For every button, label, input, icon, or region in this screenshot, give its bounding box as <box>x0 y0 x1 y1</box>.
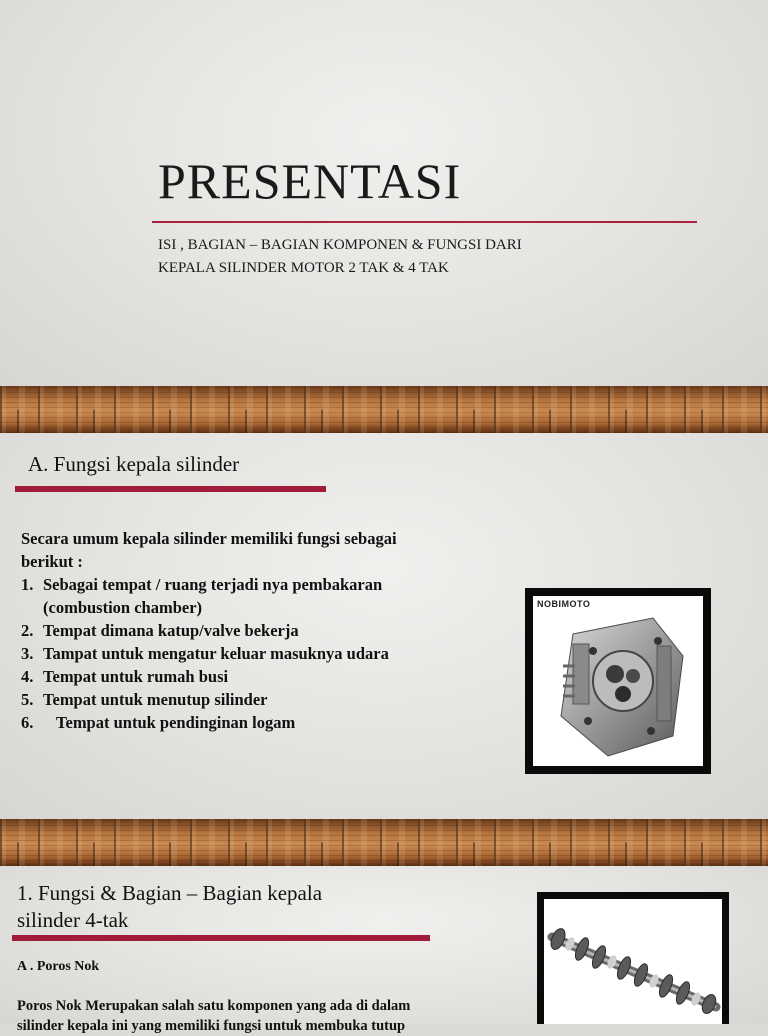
list-item: 6. Tempat untuk pendinginan logam <box>21 713 296 732</box>
camshaft-image-frame <box>537 892 729 1024</box>
function-list <box>21 573 491 734</box>
cylinder-head-image-frame <box>525 588 711 774</box>
list-item-continuation: (combustion chamber) <box>43 598 203 617</box>
intro-line-1: Secara umum kepala silinder memiliki fungsi sebagai <box>21 529 397 548</box>
slide-title <box>0 0 768 386</box>
page-title: PRESENTASI <box>158 153 462 209</box>
list-item: 5. Tempat untuk menutup silinder <box>21 690 268 709</box>
subtitle-line-2: KEPALA SILINDER MOTOR 2 TAK & 4 TAK <box>158 260 449 276</box>
image-brand-label: NOBIMOTO <box>537 599 591 609</box>
subtitle-line-1: ISI , BAGIAN – BAGIAN KOMPONEN & FUNGSI DARI <box>158 237 522 253</box>
function-list-block <box>21 527 491 734</box>
title-divider <box>152 221 697 223</box>
list-item: 1. Sebagai tempat / ruang terjadi nya pembakaran <box>21 575 383 594</box>
section-title: A. Fungsi kepala silinder <box>28 452 240 476</box>
wood-floor-divider <box>0 386 768 433</box>
cylinder-head-photo-icon <box>533 596 703 766</box>
intro-line-2: berikut : <box>21 552 83 571</box>
body-text: Poros Nok Merupakan salah satu komponen yang ada di dalam silinder kepala ini yang memiliki fungsi untuk membuka tutup <box>17 998 411 1034</box>
wood-floor-divider <box>0 819 768 866</box>
section-divider <box>15 486 326 492</box>
subtitle <box>158 234 718 280</box>
list-item: 3. Tampat untuk mengatur keluar masuknya udara <box>21 644 389 663</box>
subheading: A . Poros Nok <box>17 959 100 974</box>
section-divider <box>12 935 430 941</box>
camshaft-photo-icon <box>544 899 722 1024</box>
list-item: 4. Tempat untuk rumah busi <box>21 667 229 686</box>
section-title: 1. Fungsi & Bagian – Bagian kepala silinder 4-tak <box>17 881 323 932</box>
list-item: 2. Tempat dimana katup/valve bekerja <box>21 621 299 640</box>
